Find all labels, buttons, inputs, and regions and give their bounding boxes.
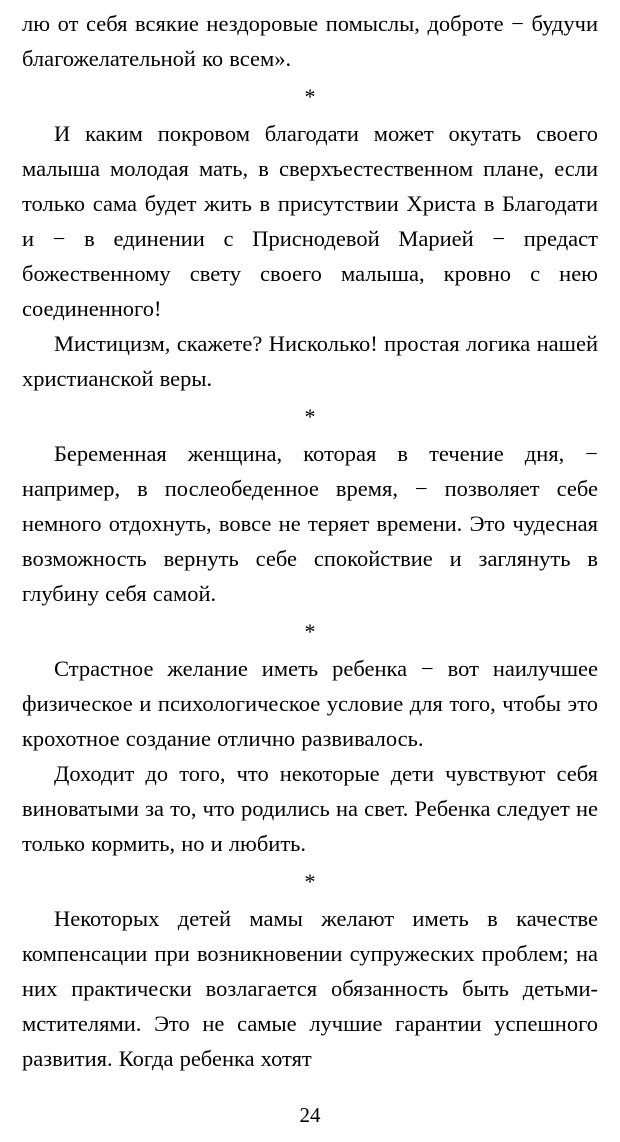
paragraph: Доходит до того, что некоторые дети чувствуют себя виноватыми за то, что родились на свет. Ребенка следует не только кормить, но и любить.: [22, 761, 598, 856]
paragraph: Беременная женщина, которая в течение дня, − например, в послеобеденное время, − позволяет себе немного отдохнуть, вовсе не теряет времени. Это чудесная возможность вернуть себе спокойствие и заглянуть в глубину себя самой.: [22, 441, 598, 606]
section-separator: *: [304, 619, 316, 644]
paragraph-continued: лю от себя всякие нездоровые помыслы, доброте − будучи благожелательной ко всем».: [22, 11, 598, 71]
paragraph: Мистицизм, скажете? Нисколько! простая логика нашей христианской веры.: [22, 331, 598, 391]
page-number: 24: [299, 1103, 321, 1127]
section-separator: *: [304, 869, 316, 894]
section-separator: *: [304, 84, 316, 109]
paragraph: Страстное желание иметь ребенка − вот наилучшее физическое и психологическое условие для того, чтобы это крохотное создание отлично развивалось.: [22, 656, 598, 751]
section-separator: *: [304, 404, 316, 429]
paragraph: И каким покровом благодати может окутать своего малыша молодая мать, в сверхъестественном плане, если только сама будет жить в присутствии Христа в Благодати и − в единении с Приснодевой Марией − предаст божественному свету своего малыша, кровно с нею соединенного!: [22, 121, 598, 321]
paragraph: Некоторых детей мамы желают иметь в качестве компенсации при возникновении супружеских проблем; на них практически возлагается обязанность быть детьми-мстителями. Это не самые лучшие гарантии успешного развития. Когда ребенка хотят: [22, 906, 598, 1071]
